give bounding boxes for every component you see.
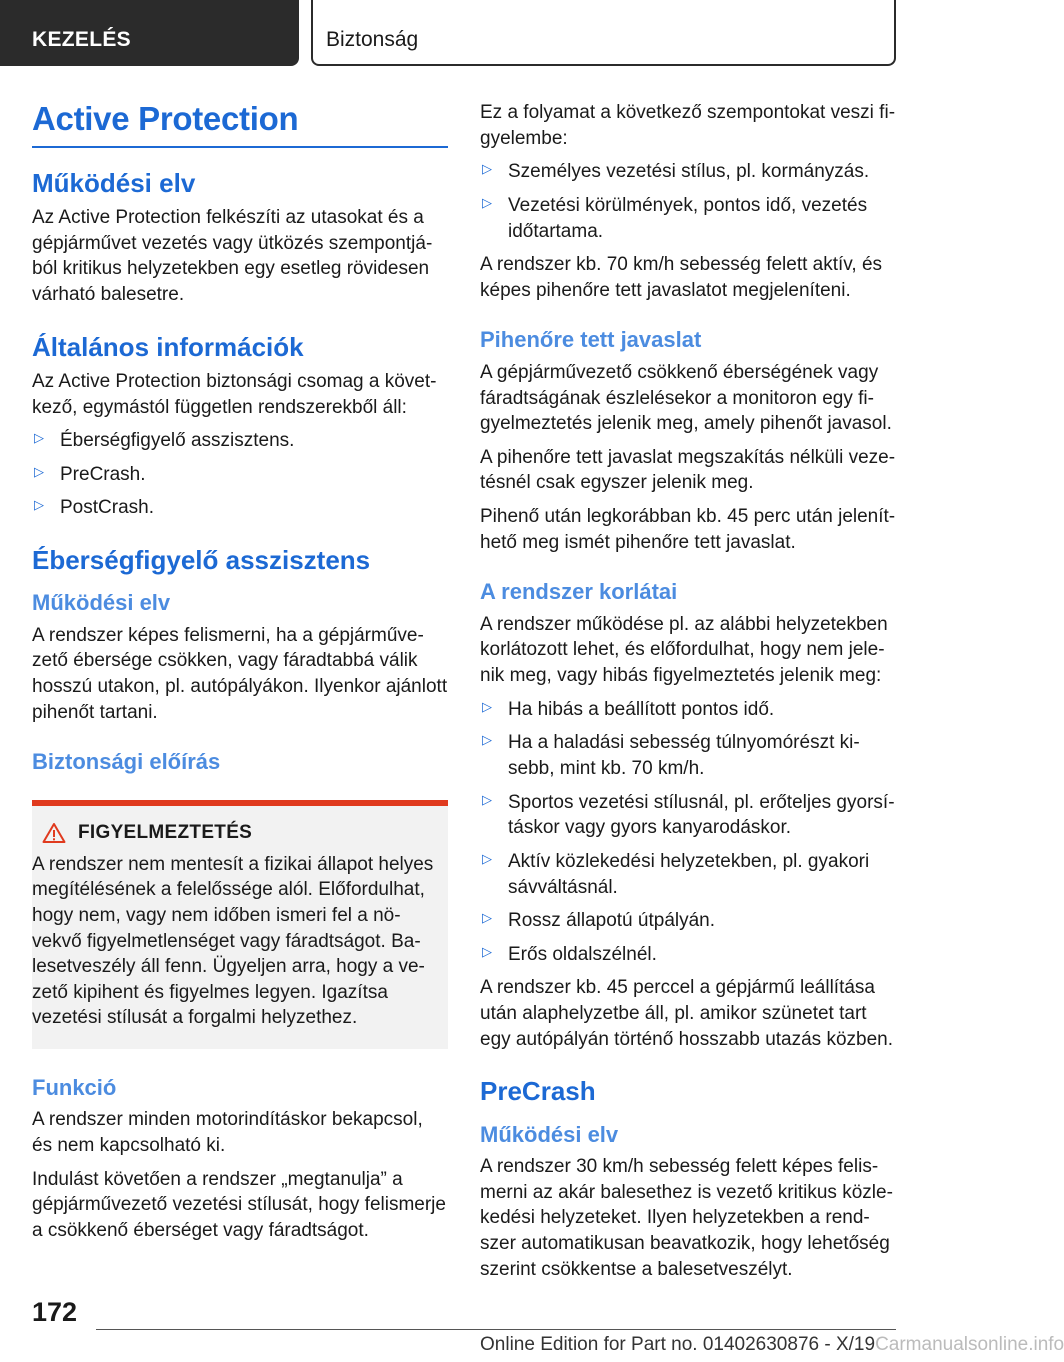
- paragraph-mukodesi-elv: Az Active Protection felkészíti az utasokat és a gépjárművet vezetés vagy ütközés szempontjából kritikus helyzetekben egy esetleg rövidesen várható balesetre.: [32, 207, 433, 306]
- heading-mukodesi-elv-3: Működési elv: [480, 1121, 619, 1147]
- footer-edition: [480, 1334, 1064, 1356]
- list-item: ▷ Aktív közlekedési helyzetekben, pl. gyakori sávváltásnál.: [482, 850, 870, 898]
- triangle-bullet-icon: ▷: [482, 910, 492, 926]
- list-item: ▷ PostCrash.: [34, 497, 154, 519]
- warning-label: FIGYELMEZTETÉS: [78, 821, 253, 843]
- triangle-bullet-icon: ▷: [34, 497, 44, 513]
- paragraph-mukodesi-elv-2: A rendszer képes felismerni, ha a gépjárművezető ébersége csökken, vagy fáradtabbá válik hosszú utakon, pl. autópályákon. Ilyenkor ajánlott pihenőt tartani.: [32, 624, 448, 723]
- list-item: ▷ Ha a haladási sebesség túlnyomórészt kisebb, mint kb. 70 km/h.: [482, 732, 860, 779]
- paragraph-intro: Ez a folyamat a következő szempontokat veszi figyelembe:: [480, 102, 896, 149]
- section-tab: [0, 0, 299, 66]
- warning-box: [32, 800, 448, 1049]
- footer-divider: [96, 1329, 896, 1330]
- paragraph-pihenore-3: Pihenő után legkorábban kb. 45 perc után jeleníthető meg ismét pihenőre tett javaslat.: [480, 506, 896, 553]
- page-title: Active Protection: [32, 100, 448, 148]
- page-number: 172: [32, 1297, 78, 1327]
- heading-altalanos: Általános információk: [32, 331, 304, 362]
- triangle-bullet-icon: ▷: [482, 732, 492, 748]
- list-item: ▷ Vezetési körülmények, pontos idő, vezetés időtartama.: [482, 194, 868, 242]
- factors-list: [480, 159, 896, 244]
- paragraph-pihenore-2: A pihenőre tett javaslat megszakítás nélküli vezetésnél csak egyszer jelenik meg.: [480, 446, 896, 494]
- heading-mukodesi-elv: Működési elv: [32, 167, 196, 198]
- warning-header: [32, 822, 438, 844]
- watermark-text: Carmanualsonline.info: [875, 1334, 1064, 1355]
- chapter-tab: [311, 0, 896, 66]
- paragraph-funkcio-1: A rendszer minden motorindításkor bekapcsol, és nem kapcsolható ki.: [32, 1109, 423, 1157]
- right-column: [480, 100, 896, 1290]
- paragraph-altalanos: Az Active Protection biztonsági csomag a következő, egymástól független rendszerekből áll:: [32, 370, 437, 418]
- warning-text: A rendszer nem mentesít a fizikai állapot helyes megítélésének a felelőssége alól. Előfordulhat, hogy nem, vagy nem időben ismeri fel a növekvő figyelmetlenséget vagy fáradtságot. Balesetveszély áll fenn. Ügyeljen arra, hogy a vezető kipihent és figyelmes legyen. Igazítsa vezetési stílusát a forgalmi helyzethez.: [32, 853, 434, 1029]
- list-item: ▷ Ha hibás a beállított pontos idő.: [482, 698, 775, 720]
- heading-precrash: PreCrash: [480, 1076, 596, 1107]
- list-item: ▷ Sportos vezetési stílusnál, pl. erőteljes gyorsításkor vagy gyors kanyarodáskor.: [482, 791, 895, 839]
- list-item: ▷ Éberségfigyelő asszisztens.: [34, 430, 295, 452]
- triangle-bullet-icon: ▷: [482, 194, 492, 210]
- list-item: ▷ PreCrash.: [34, 463, 146, 485]
- warning-triangle-icon: [42, 822, 66, 844]
- list-item: ▷ Személyes vezetési stílus, pl. kormányzás.: [482, 161, 870, 183]
- paragraph-funkcio-2: Indulást követően a rendszer „megtanulja” a gépjárművezető vezetési stílusát, hogy felismerje a csökkenő éberséget vagy fáradtságot.: [32, 1168, 446, 1242]
- triangle-bullet-icon: ▷: [482, 943, 492, 959]
- paragraph-pihenore-1: A gépjárművezető csökkenő éberségének vagy fáradtságának észlelésekor a monitoron egy figyelmeztetés jelenik meg, amely pihenőt javasol.: [480, 361, 892, 435]
- list-item: ▷ Erős oldalszélnél.: [482, 943, 657, 965]
- paragraph-precrash: A rendszer 30 km/h sebesség felett képes felismerni az akár balesethez is vezető kritikus közlekedési helyzeteket. Ilyen helyzetekben a rendszer automatikusan beavatkozik, hogy lehetőség szerint csökkentse a balesetveszélyt.: [480, 1155, 893, 1280]
- heading-mukodesi-elv-2: Működési elv: [32, 590, 171, 616]
- systems-list: [32, 428, 448, 521]
- paragraph-korlatai: A rendszer működése pl. az alábbi helyzetekben korlátozott lehet, és előfordulhat, hogy nem jelenik meg, vagy hibás figyelmeztetés jelenik meg:: [480, 613, 888, 687]
- heading-funkcio: Funkció: [32, 1075, 117, 1101]
- triangle-bullet-icon: ▷: [482, 850, 492, 866]
- heading-pihenore: Pihenőre tett javaslat: [480, 327, 702, 353]
- heading-ebersegfigyelo: Éberségfigyelő asszisztens: [32, 545, 371, 576]
- limitations-list: [480, 697, 896, 968]
- triangle-bullet-icon: ▷: [482, 698, 492, 714]
- triangle-bullet-icon: ▷: [482, 791, 492, 807]
- edition-text: Online Edition for Part no. 01402630876 - X/19: [480, 1334, 876, 1355]
- left-column: [32, 100, 448, 1252]
- list-item: ▷ Rossz állapotú útpályán.: [482, 910, 716, 932]
- chapter-label: Biztonság: [326, 28, 419, 51]
- triangle-bullet-icon: ▷: [34, 463, 44, 479]
- triangle-bullet-icon: ▷: [34, 430, 44, 446]
- heading-biztonsagi-eloiras: Biztonsági előírás: [32, 749, 221, 775]
- triangle-bullet-icon: ▷: [482, 161, 492, 177]
- paragraph-reset: A rendszer kb. 45 perccel a gépjármű leállítása után alaphelyzetbe áll, pl. amikor szünetet tart egy autópályán történő hosszabb utazás közben.: [480, 977, 894, 1050]
- heading-korlatai: A rendszer korlátai: [480, 579, 678, 605]
- section-label: KEZELÉS: [32, 28, 131, 51]
- paragraph-aktiv: A rendszer kb. 70 km/h sebesség felett aktív, és képes pihenőre tett javaslatot megjeleníteni.: [480, 254, 883, 301]
